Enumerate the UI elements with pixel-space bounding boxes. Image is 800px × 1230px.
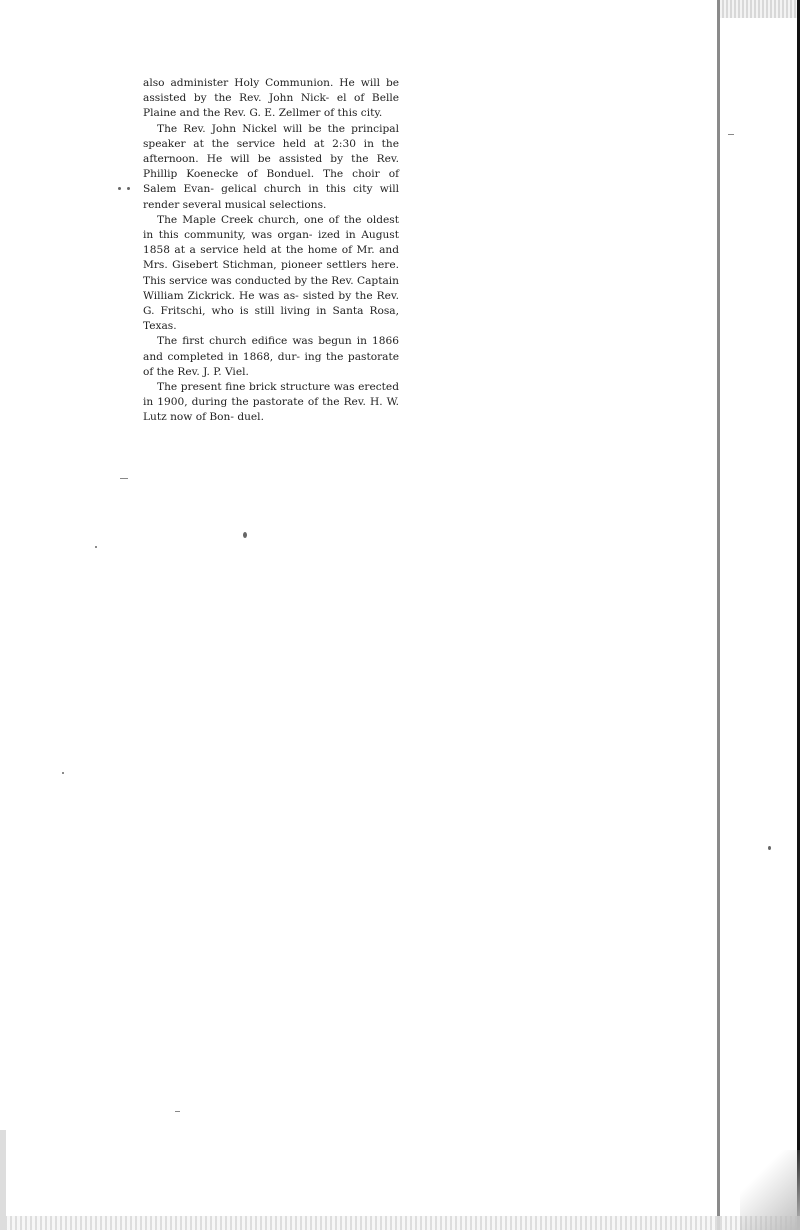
line: ized in August 1858 at a service held <box>143 229 399 257</box>
line: ing the pastorate of the Rev. J. P. <box>143 350 399 378</box>
line: will be assisted by the Rev. John Nick- <box>143 77 399 105</box>
page-fold-line <box>717 0 720 1230</box>
line: principal speaker at the service held <box>143 122 399 150</box>
line: still living in Santa Rosa, Texas. <box>143 305 399 333</box>
line: Captain William Zickrick. He was as- <box>143 274 399 302</box>
line: Viel. <box>224 365 249 378</box>
line: gelical church in this city will render <box>143 183 399 211</box>
line: several musical selections. <box>182 198 327 211</box>
scan-speck <box>95 546 97 548</box>
line: of the Rev. H. W. Lutz now of Bon- <box>143 396 400 424</box>
line: sisted by the Rev. G. Fritschi, who is <box>143 289 399 318</box>
line: Zellmer of this city. <box>278 107 383 120</box>
line: The first church edifice was begun <box>157 335 357 348</box>
paragraph-5 <box>143 380 399 426</box>
line: Stichman, pioneer settlers here. This <box>143 259 399 287</box>
scan-mark <box>120 478 128 479</box>
paragraph-1 <box>143 76 399 122</box>
scan-noise-top <box>718 0 800 18</box>
scan-speck <box>62 772 64 774</box>
line: at 2:30 in the afternoon. He will be <box>143 137 399 166</box>
scan-mark <box>728 134 734 135</box>
scan-speck <box>127 187 130 190</box>
line: assisted by the Rev. Phillip Koenecke <box>143 153 399 181</box>
paragraph-3 <box>143 213 399 335</box>
line: of Bonduel. The choir of Salem Evan- <box>143 168 399 196</box>
paragraph-2 <box>143 122 399 213</box>
scan-noise-bottom <box>0 1216 800 1230</box>
line: also administer Holy Communion. He <box>143 77 361 89</box>
scan-speck <box>243 532 247 538</box>
scan-noise-corner <box>740 1150 800 1230</box>
article-column <box>143 76 399 426</box>
scan-speck <box>118 187 121 190</box>
line: at the home of Mr. and Mrs. Gisebert <box>143 244 399 272</box>
line: oldest in this community, was organ- <box>143 213 399 242</box>
line: The Rev. John Nickel will be the <box>157 122 352 135</box>
scan-noise-left <box>0 1130 6 1230</box>
scan-speck <box>768 846 771 850</box>
scan-mark <box>175 1111 180 1112</box>
line: in 1866 and completed in 1868, dur- <box>143 335 399 363</box>
line: service was conducted by the Rev. <box>169 274 357 287</box>
line: duel. <box>237 411 264 424</box>
line: The Maple Creek church, one of the <box>157 213 367 226</box>
paragraph-4 <box>143 334 399 380</box>
line: erected in 1900, during the pastorate <box>143 381 399 409</box>
line: The present fine brick structure was <box>157 381 359 394</box>
line: el of Belle Plaine and the Rev. G. E. <box>143 92 400 120</box>
